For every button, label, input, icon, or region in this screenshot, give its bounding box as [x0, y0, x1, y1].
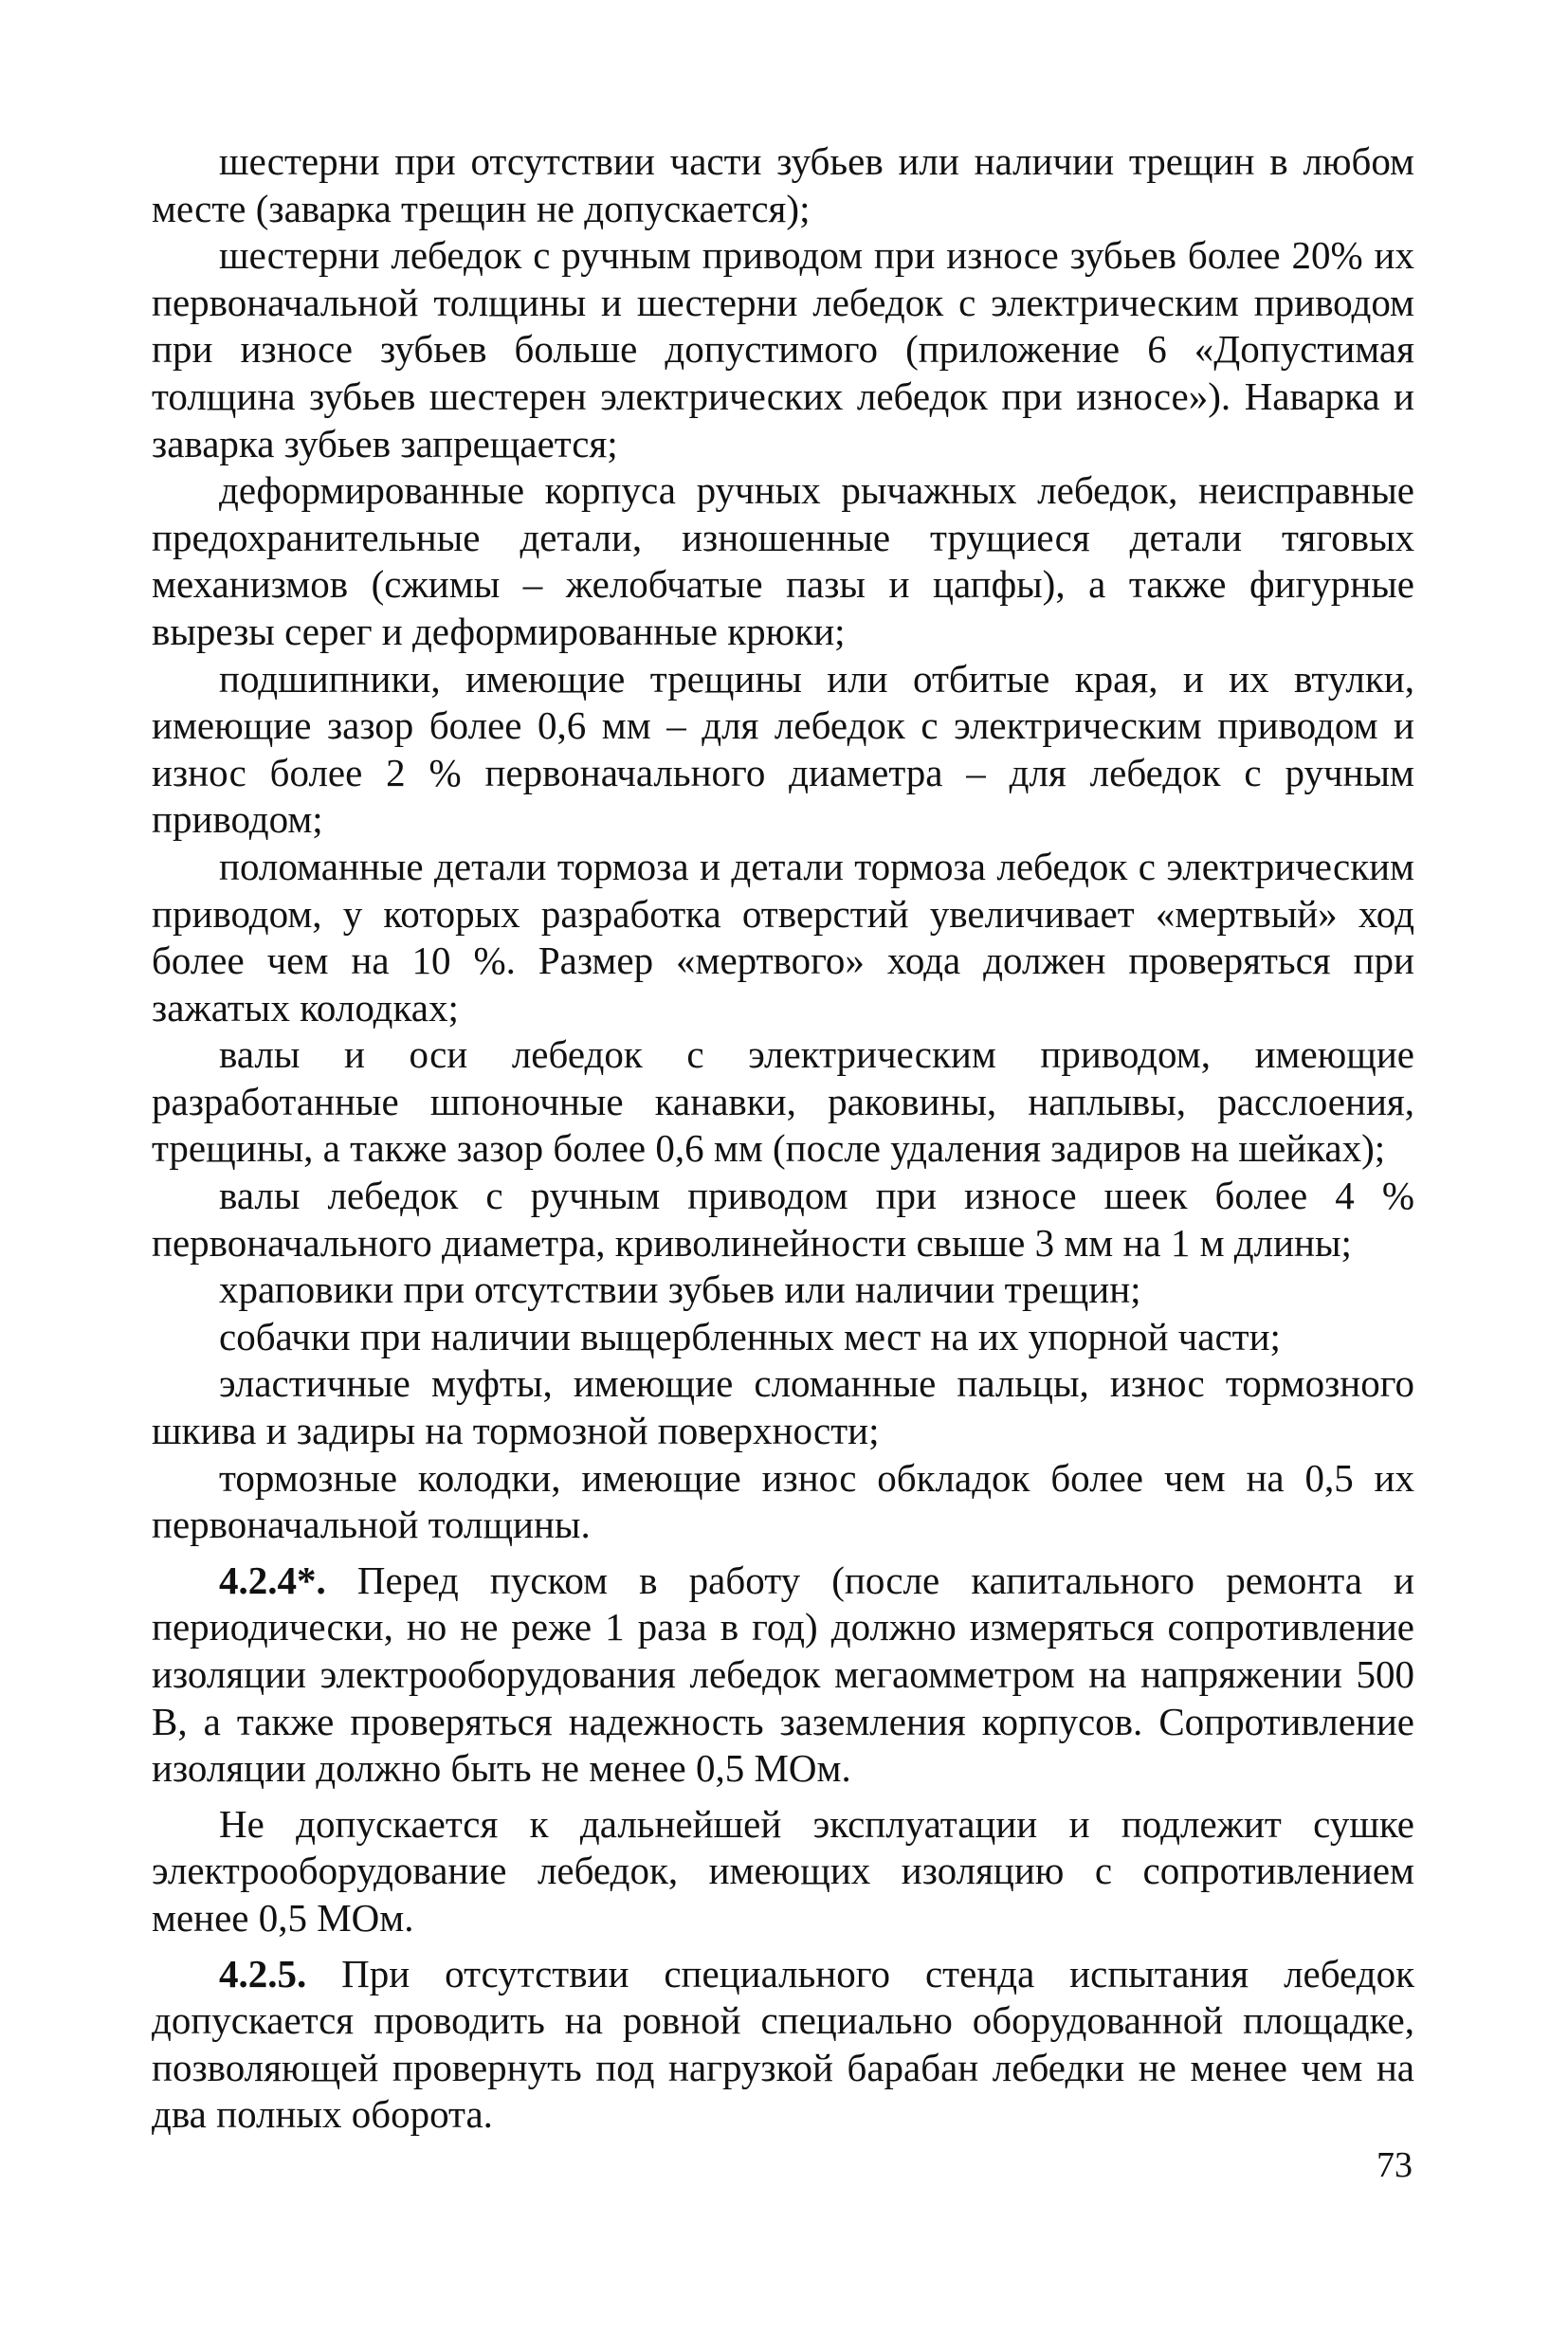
paragraph-deformed-housings: деформированные корпуса ручных рычажных лебедок, неисправные предохранительные детали, изношенные трущиеся детали тяговых механизмов (сжимы – желобчатые пазы и цапфы), а также фигурные вырезы серег и деформированные крюки; — [152, 468, 1414, 653]
paragraph-ratchets: храповики при отсутствии зубьев или наличии трещин; — [219, 1267, 1141, 1312]
page-body — [152, 138, 1414, 2139]
clause-text-4-2-4: Перед пуском в работу (после капитального ремонта и периодически, но не реже 1 раза в год) должно измеряться сопротивление изоляции электрооборудования лебедок мегаомметром на напряжении 500 В, а также проверяться надежность заземления корпусов. Сопротивление изоляции должно быть не менее 0,5 МОм. — [152, 1558, 1414, 1791]
paragraph-bearings: подшипники, имеющие трещины или отбитые края, и их втулки, имеющие зазор более 0,6 мм – для лебедок с электрическим приводом и износ более 2 % первоначального диаметра – для лебедок с ручным приводом; — [152, 656, 1414, 842]
paragraph-pawls: собачки при наличии выщербленных мест на их упорной части; — [219, 1314, 1281, 1358]
clause-text-4-2-5: При отсутствии специального стенда испытания лебедок допускается проводить на ровной специально оборудованной площадке, позволяющей провернуть под нагрузкой барабан лебедки не менее чем на два полных оборота. — [152, 1951, 1414, 2137]
paragraph-gears-missing-teeth: шестерни при отсутствии части зубьев или наличии трещин в любом месте (заварка трещин не допускается); — [152, 139, 1414, 230]
clause-4-2-5 — [152, 1951, 1414, 2139]
paragraph-couplings: эластичные муфты, имеющие сломанные пальцы, износ тормозного шкива и задиры на тормозной поверхности; — [152, 1361, 1414, 1453]
paragraph-shafts-electric: валы и оси лебедок с электрическим приводом, имеющие разработанные шпоночные канавки, раковины, наплывы, расслоения, трещины, а также зазор более 0,6 мм (после удаления задиров на шейках); — [152, 1032, 1414, 1171]
clause-number-4-2-5: 4.2.5. — [219, 1951, 307, 1996]
paragraph-insulation-drying: Не допускается к дальнейшей эксплуатации и подлежит сушке электрооборудование лебедок, имеющих изоляцию с сопротивлением менее 0,5 МОм. — [152, 1801, 1414, 1940]
clause-number-4-2-4: 4.2.4*. — [219, 1558, 326, 1602]
clause-4-2-4 — [152, 1558, 1414, 1793]
paragraph-brake-shoes: тормозные колодки, имеющие износ обкладок более чем на 0,5 их первоначальной толщины. — [152, 1455, 1414, 1547]
paragraph-gears-teeth-wear: шестерни лебедок с ручным приводом при износе зубьев более 20% их первоначальной толщины и шестерни лебедок с электрическим приводом при износе зубьев больше допустимого (приложение 6 «Допустимая толщина зубьев шестерен электрических лебедок при износе»). Наварка и заварка зубьев запрещается; — [152, 233, 1414, 465]
page-number: 73 — [1377, 2145, 1413, 2185]
paragraph-shafts-manual: валы лебедок с ручным приводом при износе шеек более 4 % первоначального диаметра, криволинейности свыше 3 мм на 1 м длины; — [152, 1174, 1414, 1265]
paragraph-brake-parts: поломанные детали тормоза и детали тормоза лебедок с электрическим приводом, у которых разработка отверстий увеличивает «мертвый» ход более чем на 10 %. Размер «мертвого» хода должен проверяться при зажатых колодках; — [152, 844, 1414, 1030]
